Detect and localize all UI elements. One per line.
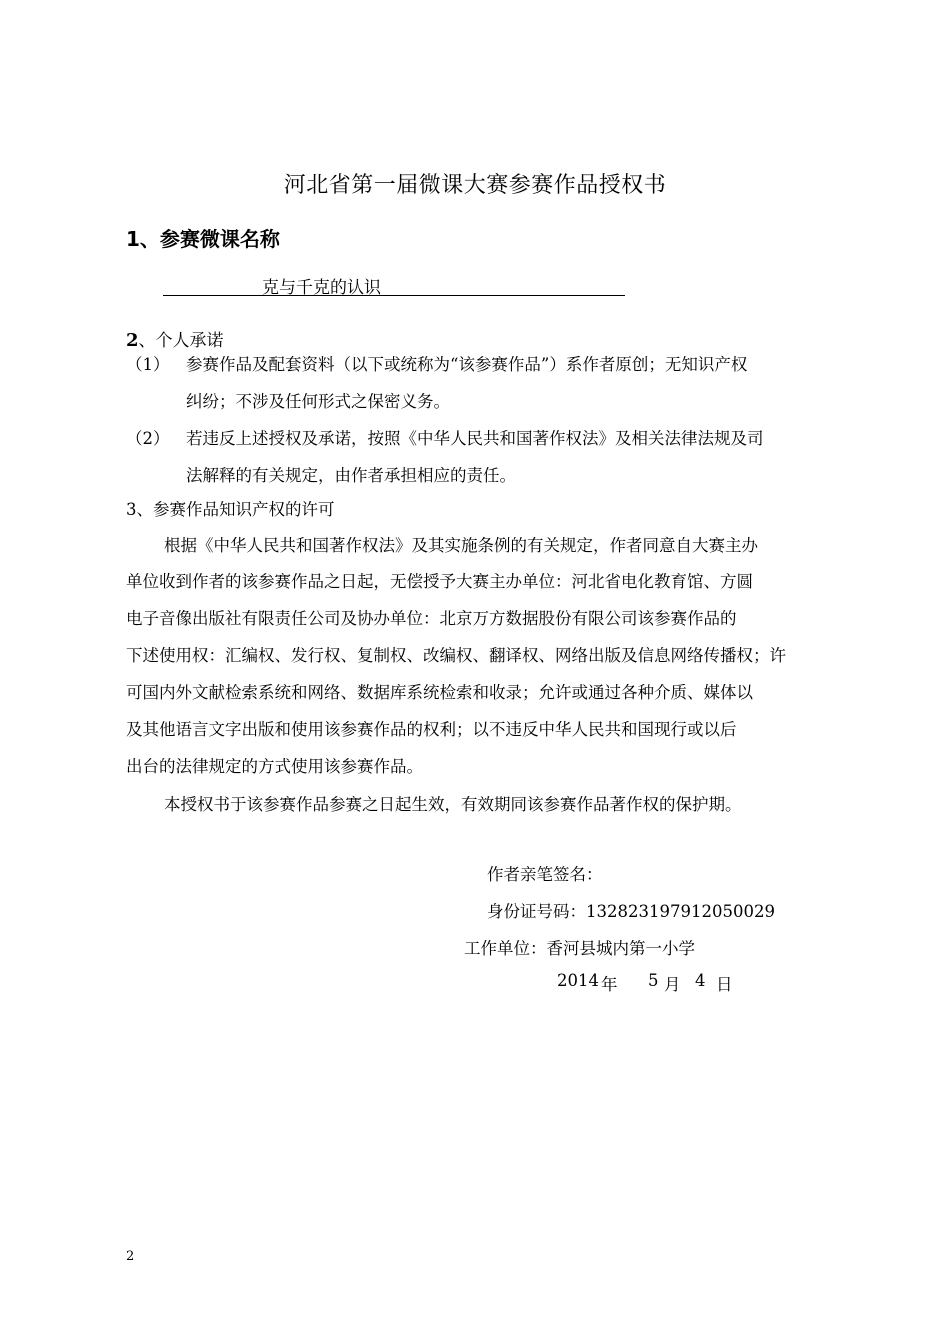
id-number-label: 身份证号码：132823197912050029 xyxy=(487,902,775,921)
license-line: 单位收到作者的该参赛作品之日起，无偿授予大赛主办单位：河北省电化教育馆、方圆 xyxy=(126,572,753,591)
date-year: 2014 xyxy=(557,971,599,990)
page-number: 2 xyxy=(126,1249,135,1264)
effective-line: 本授权书于该参赛作品参赛之日起生效，有效期同该参赛作品著作权的保护期。 xyxy=(164,795,742,814)
license-line: 及其他语言文字出版和使用该参赛作品的权利；以不违反中华人民共和国现行或以后 xyxy=(126,720,737,739)
course-name-underline xyxy=(163,271,625,296)
promise1-number: （1） xyxy=(126,355,170,374)
license-line: 出台的法律规定的方式使用该参赛作品。 xyxy=(126,757,423,776)
course-name: 克与千克的认识 xyxy=(262,278,381,298)
date-year-unit: 年 xyxy=(601,975,618,994)
section2-heading-text: 、个人承诺 xyxy=(138,331,224,351)
section1-heading: 1、参赛微课名称 xyxy=(126,227,280,251)
license-line: 根据《中华人民共和国著作权法》及其实施条例的有关规定，作者同意自大赛主办 xyxy=(164,536,758,555)
section2-heading xyxy=(126,326,224,351)
promise1-line2: 纠纷；不涉及任何形式之保密义务。 xyxy=(186,392,450,411)
license-line: 下述使用权：汇编权、发行权、复制权、改编权、翻译权、网络出版及信息网络传播权；许 xyxy=(126,646,786,665)
license-line: 可国内外文献检索系统和网络、数据库系统检索和收录；允许或通过各种介质、媒体以 xyxy=(126,683,753,702)
promise2-line1: 若违反上述授权及承诺，按照《中华人民共和国著作权法》及相关法律法规及司 xyxy=(186,429,764,448)
date-month: 5 xyxy=(648,971,659,990)
license-line: 电子音像出版社有限责任公司及协办单位：北京万方数据股份有限公司该参赛作品的 xyxy=(126,609,737,628)
promise1-line1: 参赛作品及配套资料（以下或统称为“该参赛作品”）系作者原创；无知识产权 xyxy=(186,355,748,374)
date-month-unit: 月 xyxy=(664,975,681,994)
date-day: 4 xyxy=(695,971,706,990)
document-title: 河北省第一届微课大赛参赛作品授权书 xyxy=(283,173,667,198)
date-day-unit: 日 xyxy=(716,975,733,994)
section3-heading: 3、参赛作品知识产权的许可 xyxy=(126,500,335,519)
work-unit: 工作单位：香河县城内第一小学 xyxy=(464,939,695,958)
section2-number: 2 xyxy=(126,330,139,351)
promise2-line2: 法解释的有关规定，由作者承担相应的责任。 xyxy=(186,466,516,485)
promise2-number: （2） xyxy=(126,429,170,448)
signature-label: 作者亲笔签名： xyxy=(487,865,603,884)
